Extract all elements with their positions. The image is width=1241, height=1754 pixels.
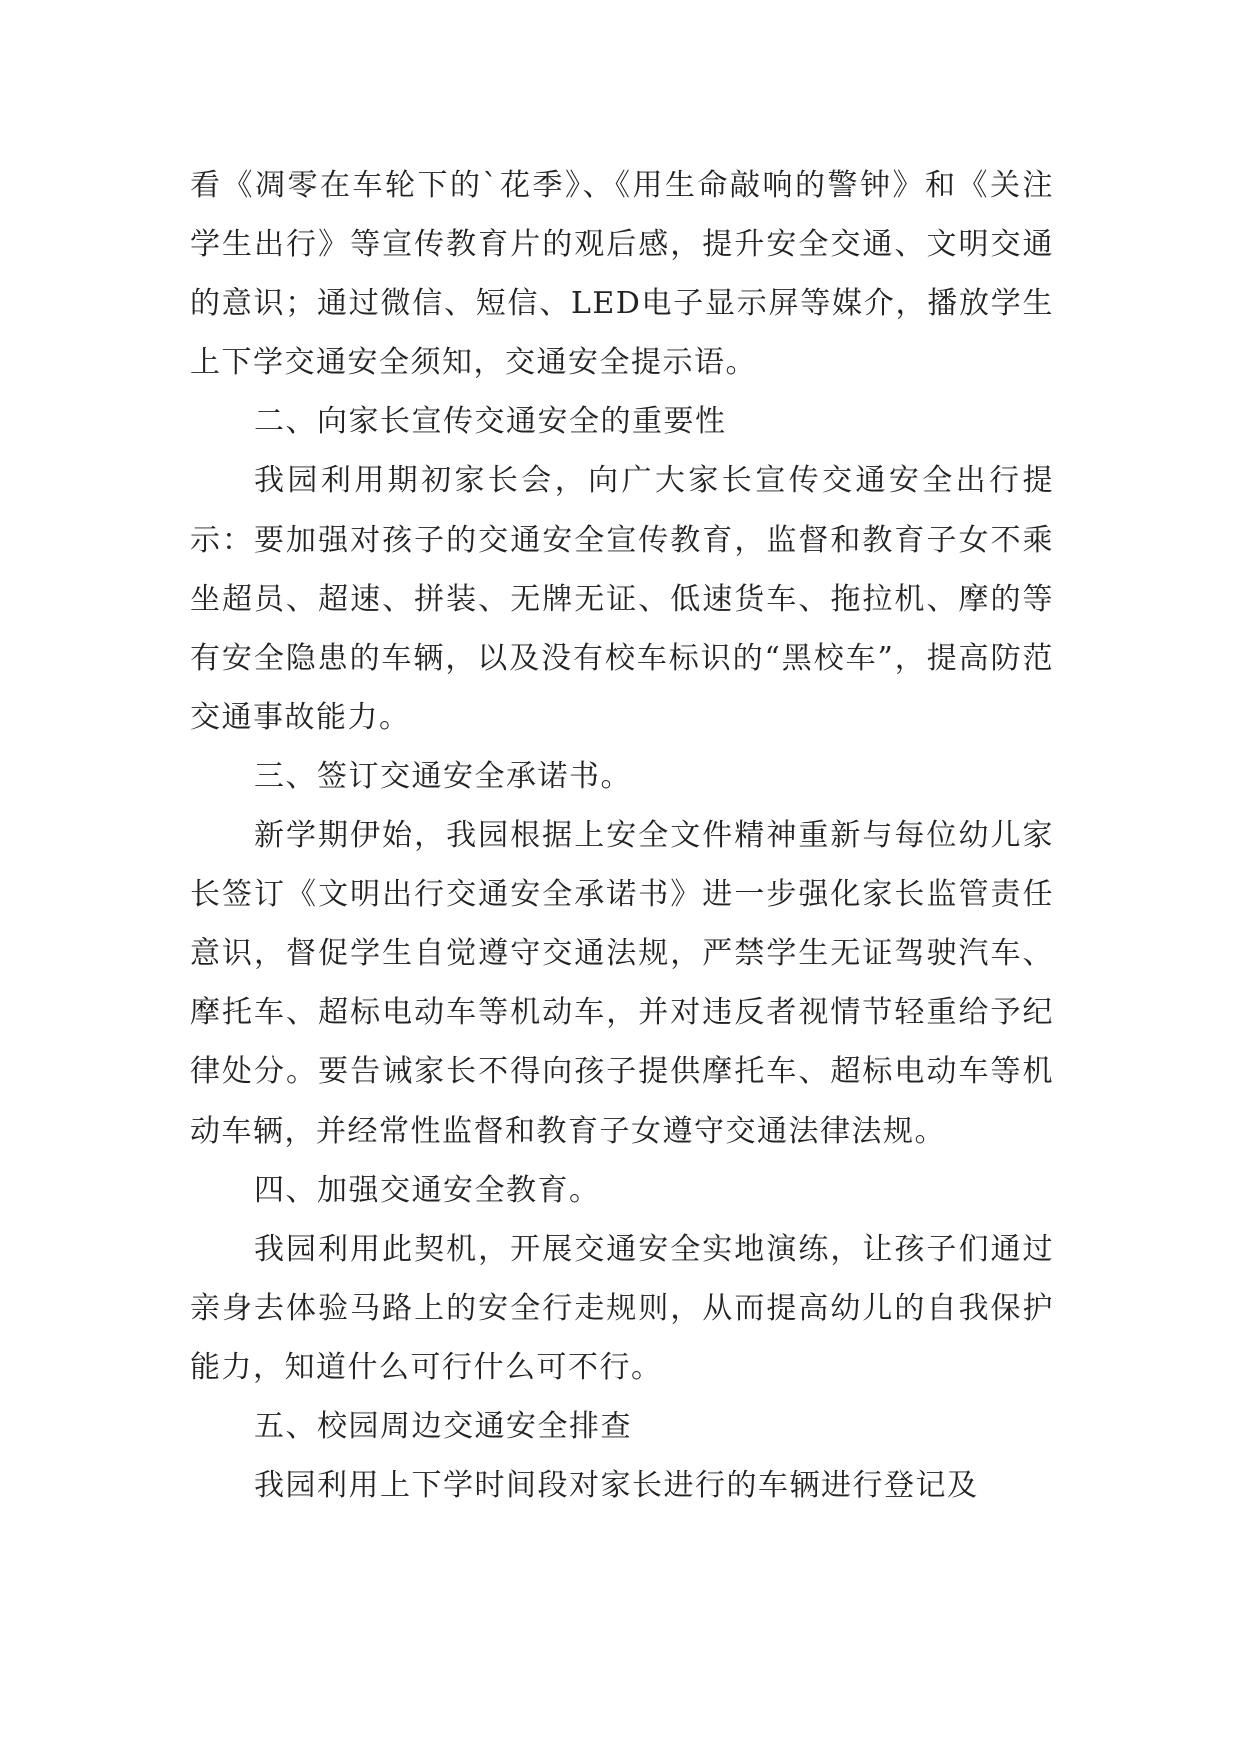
paragraph-section-5: 我园利用上下学时间段对家长进行的车辆进行登记及 [254,1468,979,1504]
paragraph-section-2: 我园利用期初家长会，向广大家长宣传交通安全出行提示：要加强对孩子的交通安全宣传教育，监督和教育子女不乘坐超员、超速、拼装、无牌无证、低速货车、拖拉机、摩的等有安全隐患的车辆，以及没有校车标识的“黑校车”，提高防范交通事故能力。 [190,463,1054,735]
section-heading-3: 三、签订交通安全承诺书。 [254,758,632,794]
paragraph-intro-continued: 看《凋零在车轮下的`花季》、《用生命敲响的警钟》和《关注学生出行》等宣传教育片的观后感，提升安全交通、文明交通的意识；通过微信、短信、LED电子显示屏等媒介，播放学生上下学交通安全须知，交通安全提示语。 [190,168,1054,381]
section-heading-5: 五、校园周边交通安全排查 [254,1408,632,1444]
paragraph-section-4: 我园利用此契机，开展交通安全实地演练，让孩子们通过亲身去体验马路上的安全行走规则，从而提高幼儿的自我保护能力，知道什么可行什么可不行。 [190,1231,1054,1385]
section-heading-4: 四、加强交通安全教育。 [254,1172,601,1208]
paragraph-section-3: 新学期伊始，我园根据上安全文件精神重新与每位幼儿家长签订《文明出行交通安全承诺书》进一步强化家长监管责任意识，督促学生自觉遵守交通法规，严禁学生无证驾驶汽车、摩托车、超标电动车等机动车，并对违反者视情节轻重给予纪律处分。要告诫家长不得向孩子提供摩托车、超标电动车等机动车辆，并经常性监督和教育子女遵守交通法律法规。 [190,818,1054,1149]
document-body [190,156,1054,1515]
section-heading-2: 二、向家长宣传交通安全的重要性 [254,404,727,440]
